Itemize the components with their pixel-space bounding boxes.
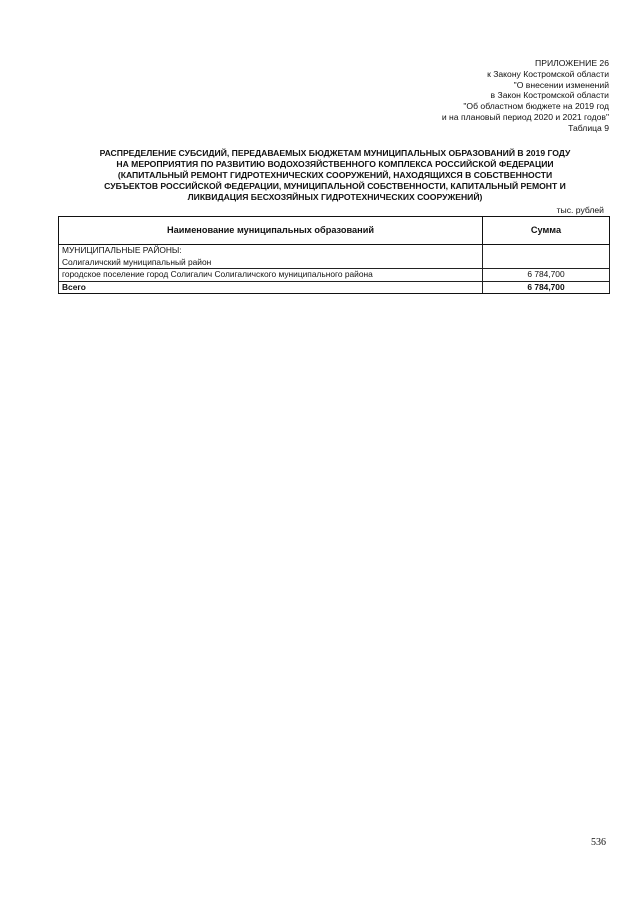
annex-line: в Закон Костромской области <box>490 90 609 101</box>
total-sum: 6 784,700 <box>483 281 610 294</box>
table-row <box>59 269 610 282</box>
table-header-row <box>59 217 610 245</box>
table-row <box>59 245 610 257</box>
annex-header <box>442 58 609 134</box>
units-label: тыс. рублей <box>556 205 604 215</box>
row-name: городское поселение город Солигалич Солигаличского муниципального района <box>59 269 483 282</box>
annex-line: "О внесении изменений <box>513 79 609 90</box>
header-sum: Сумма <box>483 217 610 245</box>
row-sum: 6 784,700 <box>483 269 610 282</box>
annex-line: ПРИЛОЖЕНИЕ 26 <box>535 58 609 68</box>
row-name: Солигаличский муниципальный район <box>59 257 483 269</box>
table-number: Таблица 9 <box>568 122 609 133</box>
row-sum <box>483 245 610 257</box>
annex-line: и на плановый период 2020 и 2021 годов" <box>441 111 609 122</box>
header-name: Наименование муниципальных образований <box>59 217 483 245</box>
annex-line: "Об областном бюджете на 2019 год <box>463 101 609 112</box>
document-title <box>52 148 618 203</box>
page-number: 536 <box>591 837 606 848</box>
title-line: СУБЪЕКТОВ РОССИЙСКОЙ ФЕДЕРАЦИИ, МУНИЦИПАЛЬНОЙ СОБСТВЕННОСТИ, КАПИТАЛЬНЫЙ РЕМОНТ И <box>104 180 566 191</box>
title-line: НА МЕРОПРИЯТИЯ ПО РАЗВИТИЮ ВОДОХОЗЯЙСТВЕННОГО КОМПЛЕКСА РОССИЙСКОЙ ФЕДЕРАЦИИ <box>116 158 554 169</box>
total-row <box>59 281 610 294</box>
total-label: Всего <box>59 281 483 294</box>
table-row <box>59 257 610 269</box>
title-line: РАСПРЕДЕЛЕНИЕ СУБСИДИЙ, ПЕРЕДАВАЕМЫХ БЮДЖЕТАМ МУНИЦИПАЛЬНЫХ ОБРАЗОВАНИЙ В 2019 ГОДУ <box>99 148 571 158</box>
title-line: ЛИКВИДАЦИЯ БЕСХОЗЯЙНЫХ ГИДРОТЕХНИЧЕСКИХ СООРУЖЕНИЙ) <box>187 191 483 202</box>
row-name: МУНИЦИПАЛЬНЫЕ РАЙОНЫ: <box>59 245 483 257</box>
annex-line: к Закону Костромской области <box>487 68 609 79</box>
title-line: (КАПИТАЛЬНЫЙ РЕМОНТ ГИДРОТЕХНИЧЕСКИХ СООРУЖЕНИЙ, НАХОДЯЩИХСЯ В СОБСТВЕННОСТИ <box>117 169 553 180</box>
subsidy-table <box>58 216 610 294</box>
row-sum <box>483 257 610 269</box>
